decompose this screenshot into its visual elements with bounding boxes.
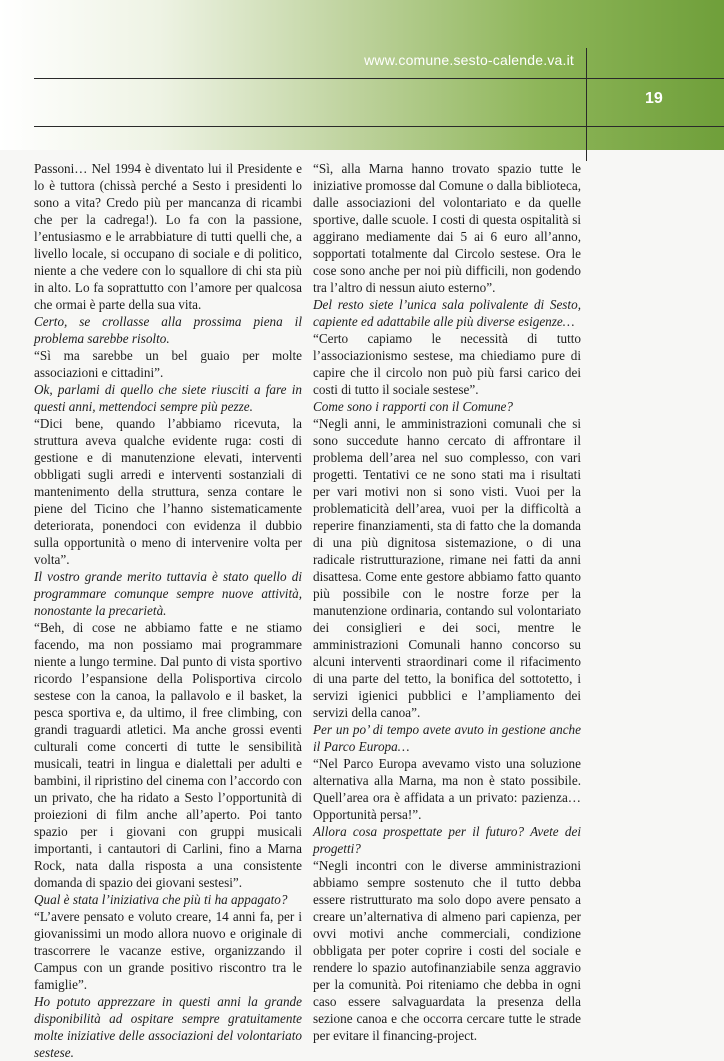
interview-question: Il vostro grande merito tuttavia è stato quello di programmare comunque sempre nuove attività, nonostante la precarietà.: [34, 569, 302, 618]
website-url: www.comune.sesto-calende.va.it: [364, 52, 574, 68]
header-rule-bottom: [34, 126, 724, 127]
header-rule-top: [34, 78, 724, 79]
header-vertical-rule: [586, 48, 587, 161]
interview-question: Ok, parlami di quello che siete riusciti a fare in questi anni, mettendoci sempre più pezze.: [34, 382, 302, 414]
paragraph: “L’avere pensato e voluto creare, 14 anni fa, per i giovanissimi un modo allora nuovo e originale di trascorrere le vacanze estive, organizzando il Campus con un grande positivo riscontro tra le famiglie”.: [34, 909, 302, 992]
page-number: 19: [645, 90, 663, 107]
right-column: [313, 160, 581, 1044]
paragraph: “Dici bene, quando l’abbiamo ricevuta, la struttura aveva qualche evidente ruga: costi di gestione e di manutenzione elevati, interventi obbligati sugli arredi e interventi sostanziali di mantenimento della struttura, senza contare le piene del Ticino che l’hanno sistematicamente deteriorata, ponendoci con evidenza il dubbio sulla opportunità o meno di intervenire volta per volta”.: [34, 416, 302, 567]
page-header: [0, 0, 724, 150]
interview-question: Qual è stata l’iniziativa che più ti ha appagato?: [34, 892, 288, 907]
interview-question: Per un po’ di tempo avete avuto in gestione anche il Parco Europa…: [313, 722, 581, 754]
paragraph: “Certo capiamo le necessità di tutto l’associazionismo sestese, ma chiediamo pure di capire che il circolo non può più farsi carico dei costi di tutto il sociale sestese”.: [313, 331, 581, 397]
interview-question: Del resto siete l’unica sala polivalente di Sesto, capiente ed adattabile alle più diverse esigenze…: [313, 297, 581, 329]
paragraph: “Sì ma sarebbe un bel guaio per molte associazioni e cittadini”.: [34, 348, 302, 380]
paragraph: “Nel Parco Europa avevamo visto una soluzione alternativa alla Marna, ma non è stato possibile. Quell’area ora è affidata a un privato: pazienza… Opportunità persa!”.: [313, 756, 581, 822]
paragraph: Passoni… Nel 1994 è diventato lui il Presidente e lo è tuttora (chissà perché a Sesto i presidenti lo sono a vita? Credo più per mancanza di ricambi che per la cadrega!). Lo fa con la passione, l’entusiasmo e le arrabbiature di tutti quelli che, a livello locale, si occupano di sociale e di politico, niente a che vedere con lo squallore di chi sta più in alto. Lo fa soprattutto con l’amore per qualcosa che ormai è parte della sua vita.: [34, 161, 302, 312]
interview-question: Allora cosa prospettate per il futuro? Avete dei progetti?: [313, 824, 581, 856]
left-column: [34, 160, 302, 1061]
interview-question: Certo, se crollasse alla prossima piena il problema sarebbe risolto.: [34, 314, 302, 346]
paragraph: “Sì, alla Marna hanno trovato spazio tutte le iniziative promosse dal Comune o dalla biblioteca, dalle associazioni del volontariato e da quelle sportive, dalle scuole. I costi di questa ospitalità si aggirano mediamente dai 5 ai 6 euro all’anno, sopportati totalmente dal Circolo sestese. Ora le cose sono anche per noi più difficili, non godendo tra l’altro di nessun aiuto esterno”.: [313, 161, 581, 295]
paragraph: “Negli incontri con le diverse amministrazioni abbiamo sempre sostenuto che il tutto debba essere ristrutturato ma solo dopo avere pensato a creare un’alternativa di almeno pari capienza, per ovvi motivi anche commerciali, condizione obbligata per poter coprire i costi del sociale e rendere lo spazio autofinanziabile senza aggravio per la comunità. Poi riteniamo che debba in ogni caso essere salvaguardata la presenza della sezione canoa e che occorra cercare tutte le strade per evitare il financing-project.: [313, 858, 581, 1043]
interview-question: Come sono i rapporti con il Comune?: [313, 399, 514, 414]
paragraph: “Negli anni, le amministrazioni comunali che si sono succedute hanno cercato di affrontare il problema dell’area nel suo complesso, con vari progetti. Tentativi ce ne sono stati ma i risultati per vari motivi non si sono visti. Vuoi per la problematicità dell’area, vuoi per la difficoltà a reperire finanziamenti, sta di fatto che la domanda di una più dignitosa sistemazione, o di una radicale ristrutturazione, rimane nei fatti da anni disattesa. Come ente gestore abbiamo fatto quanto più possibile con le nostre forze per la manutenzione ordinaria, contando sul volontariato dei consiglieri e dei soci, mentre le amministrazioni Comunali hanno concorso su alcuni interventi straordinari come il rifacimento di una parte del tetto, la bonifica del sottotetto, i servizi igienici pubblici e l’ampliamento dei servizi della canoa”.: [313, 416, 581, 720]
paragraph: “Beh, di cose ne abbiamo fatte e ne stiamo facendo, ma non possiamo mai programmare niente a lungo termine. Dal punto di vista sportivo ricordo l’espansione della Polisportiva circolo sestese con la canoa, la pallavolo e il basket, la pesca sportiva e, da ultimo, il free climbing, con grandi traguardi atletici. Ma anche grossi eventi culturali come concerti di tutte le sensibilità musicali, teatri in lingua e dialettali per adulti e bambini, il ripristino del cinema con l’accordo con un privato, che ha ridato a Sesto l’opportunità di proiezioni di film anche all’aperto. Poi tanto spazio per i giovani con gruppi musicali importanti, i cantautori di Carlini, fino a Marna Rock, nata dalla risposta a una consistente domanda di spazio dei giovani sestesi”.: [34, 620, 302, 890]
interview-question: Ho potuto apprezzare in questi anni la grande disponibilità ad ospitare sempre gratuitamente molte iniziative delle associazioni del volontariato sestese.: [34, 994, 302, 1060]
